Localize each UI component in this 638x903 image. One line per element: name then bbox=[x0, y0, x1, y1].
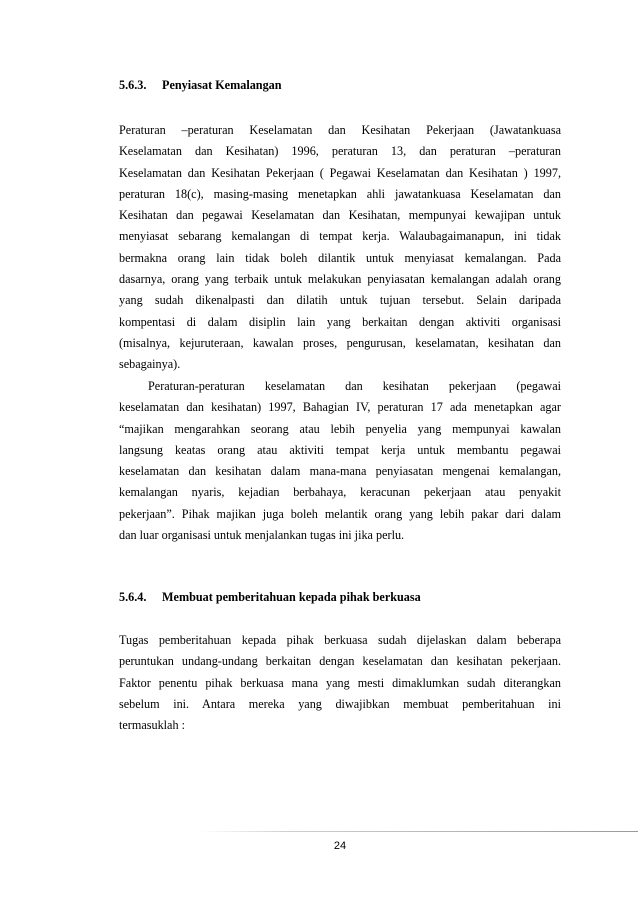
text-line: termasuklah : bbox=[119, 718, 185, 733]
text-line: Faktor penentu pihak berkuasa mana yang mesti dimaklumkan sudah diterangkan bbox=[119, 675, 561, 690]
text-line: sebelum ini. Antara mereka yang diwajibkan membuat pemberitahuan ini bbox=[119, 696, 561, 711]
text-line: sebagainya). bbox=[119, 357, 181, 372]
text-line: bermakna orang lain tidak boleh dilantik untuk menyiasat kemalangan. Pada bbox=[119, 250, 561, 265]
text-line: Tugas pemberitahuan kepada pihak berkuasa sudah dijelaskan dalam beberapa bbox=[119, 633, 561, 647]
section-number: 5.6.3. bbox=[119, 78, 147, 92]
paragraph-supervisor-assistance bbox=[119, 376, 561, 546]
text-line: pekerjaan”. Pihak majikan juga boleh melantik orang yang lebih pakar dari dalam bbox=[119, 506, 561, 521]
text-line: keselamatan dan kesihatan dalam mana-mana penyiasatan mengenai kemalangan, bbox=[119, 464, 561, 479]
text-line: Keselamatan dan Kesihatan) 1996, peraturan 13, dan peraturan –peraturan bbox=[119, 144, 561, 159]
text-line: menyiasat sebarang kemalangan di tempat kerja. Walaubagaimanapun, ini tidak bbox=[119, 229, 561, 244]
text-line: keselamatan dan kesihatan) 1997, Bahagian IV, peraturan 17 ada menetapkan agar bbox=[119, 400, 561, 415]
section-title: Penyiasat Kemalangan bbox=[162, 78, 282, 92]
text-line: Peraturan –peraturan Keselamatan dan Kesihatan Pekerjaan (Jawatankuasa bbox=[119, 123, 561, 137]
text-line: Peraturan-peraturan keselamatan dan kesihatan pekerjaan (pegawai bbox=[148, 379, 561, 393]
paragraph-accident-investigator bbox=[119, 120, 561, 376]
text-line: yang sudah dikenalpasti dan dilatih untuk tujuan tersebut. Selain daripada bbox=[119, 293, 561, 308]
text-line: peruntukan undang-undang berkaitan dengan keselamatan dan kesihatan pekerjaan. bbox=[119, 654, 561, 669]
section-heading-5-6-3 bbox=[119, 78, 282, 93]
page-number: 24 bbox=[333, 840, 347, 852]
text-line: kompentasi di dalam disiplin lain yang berkaitan dengan aktiviti organisasi bbox=[119, 314, 561, 329]
text-line: kemalangan nyaris, kejadian berbahaya, keracunan pekerjaan atau penyakit bbox=[119, 485, 561, 500]
text-line: “majikan mengarahkan seorang atau lebih penyelia yang mempunyai kawalan bbox=[119, 421, 561, 436]
section-heading-5-6-4 bbox=[119, 590, 421, 605]
section-title: Membuat pemberitahuan kepada pihak berkuasa bbox=[162, 590, 421, 604]
text-line: dan luar organisasi untuk menjalankan tugas ini jika perlu. bbox=[119, 528, 405, 543]
footer-divider bbox=[200, 831, 638, 832]
text-line: langsung keatas orang atau aktiviti tempat kerja untuk membantu pegawai bbox=[119, 442, 561, 457]
text-line: Keselamatan dan Kesihatan Pekerjaan ( Pegawai Keselamatan dan Kesihatan ) 1997, bbox=[119, 165, 561, 180]
text-line: (misalnya, kejuruteraan, kawalan proses, pengurusan, keselamatan, kesihatan dan bbox=[119, 335, 561, 350]
paragraph-notification-duty bbox=[119, 630, 561, 736]
text-line: Kesihatan dan pegawai Keselamatan dan Kesihatan, mempunyai kewajipan untuk bbox=[119, 208, 561, 223]
section-number: 5.6.4. bbox=[119, 590, 147, 604]
text-line: dasarnya, orang yang terbaik untuk melakukan penyiasatan kemalangan adalah orang bbox=[119, 272, 561, 287]
text-line: peraturan 18(c), masing-masing menetapkan ahli jawatankuasa Keselamatan dan bbox=[119, 186, 561, 201]
